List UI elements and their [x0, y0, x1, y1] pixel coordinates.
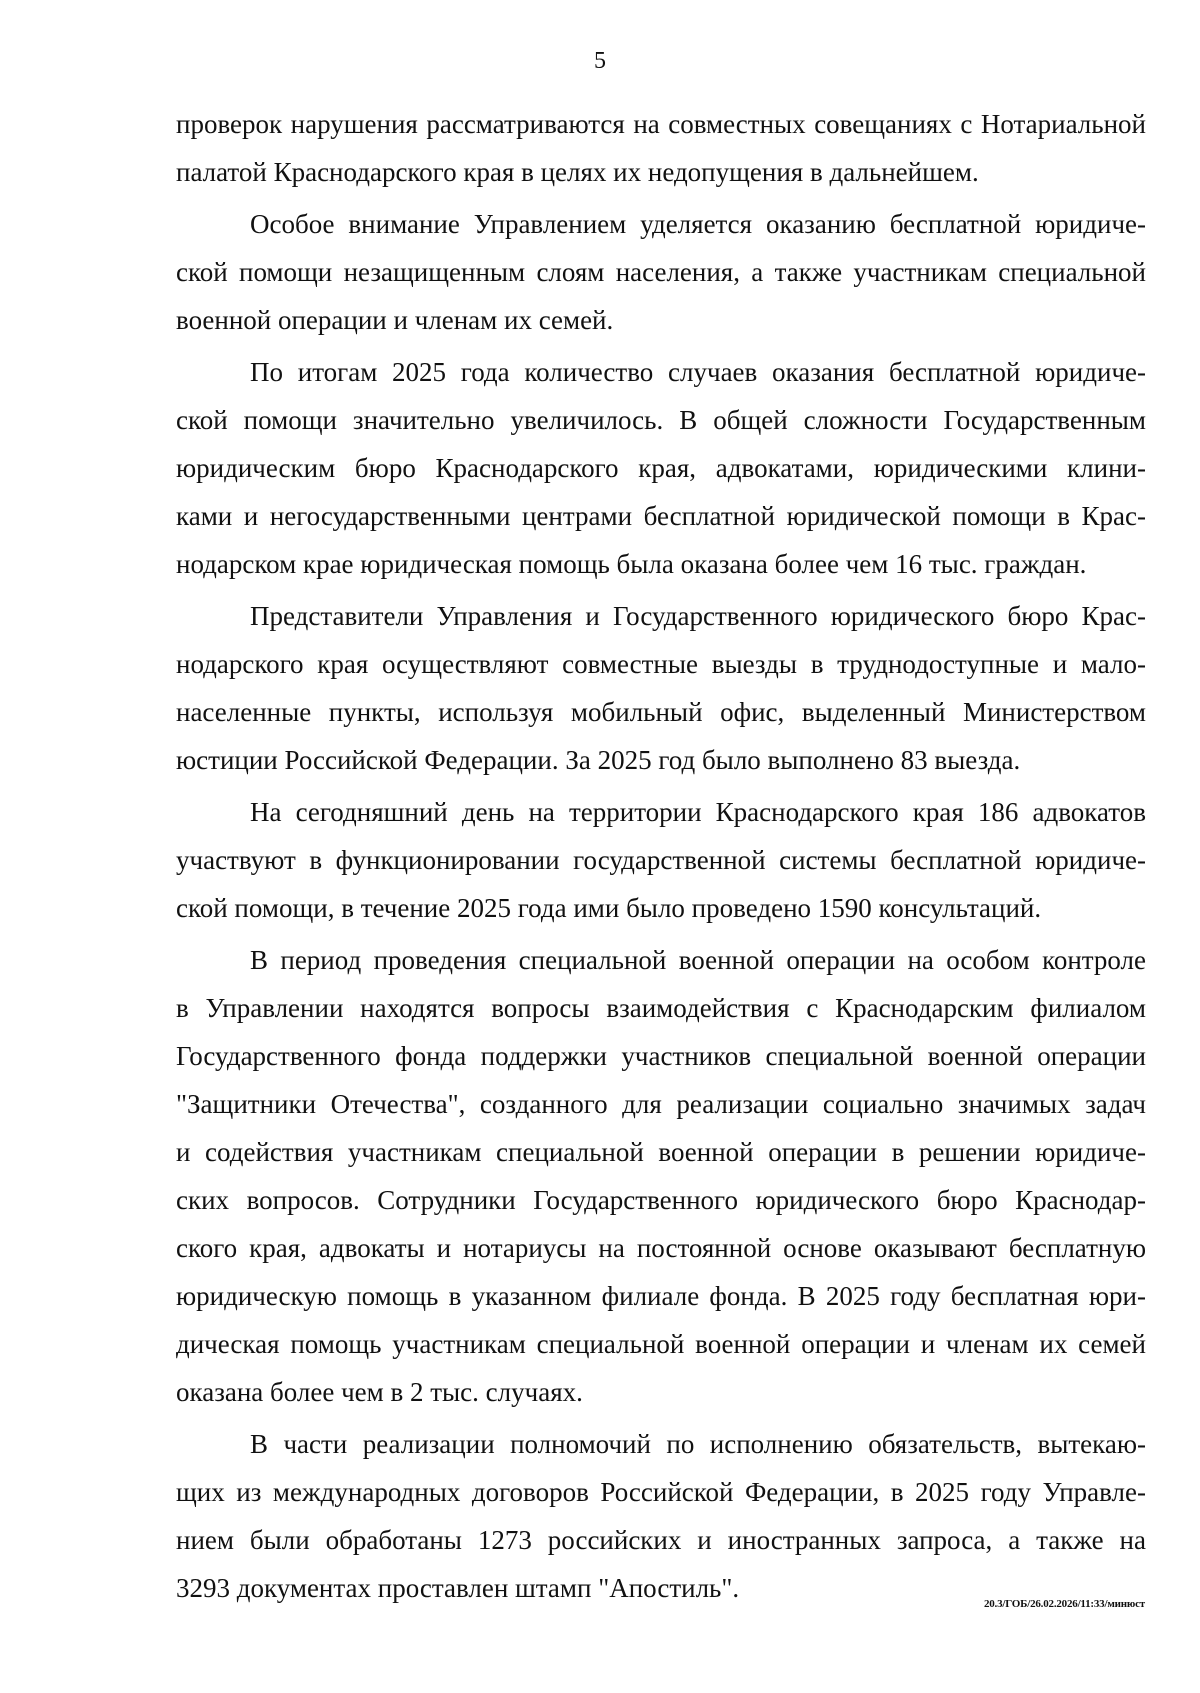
paragraph [176, 936, 1146, 1416]
text-line: ками и негосударственными центрами бесплатной юридической помощи в Крас- [176, 501, 1146, 531]
text-line: ских вопросов. Сотрудники Государственного юридического бюро Краснодар- [176, 1185, 1146, 1215]
paragraph [176, 592, 1146, 784]
text-line: "Защитники Отечества", созданного для реализации социально значимых задач [176, 1089, 1146, 1119]
text-line: проверок нарушения рассматриваются на совместных совещаниях с Нотариальной [176, 109, 1146, 139]
text-line: ской помощи незащищенным слоям населения, а также участникам специальной [176, 257, 1146, 287]
text-line: участвуют в функционировании государственной системы бесплатной юридиче- [176, 845, 1146, 875]
text-line: юридическую помощь в указанном филиале фонда. В 2025 году бесплатная юри- [176, 1281, 1146, 1311]
paragraph [176, 1420, 1146, 1612]
text-line: В период проведения специальной военной операции на особом контроле [250, 945, 1146, 975]
text-line: ской помощи, в течение 2025 года ими было проведено 1590 консультаций. [176, 893, 1042, 923]
paragraph [176, 788, 1146, 932]
text-line: юстиции Российской Федерации. За 2025 год было выполнено 83 выезда. [176, 745, 1021, 775]
text-line: военной операции и членам их семей. [176, 305, 614, 335]
text-line: нодарского края осуществляют совместные выезды в труднодоступные и мало- [176, 649, 1146, 679]
document-registration-code: 20.3/ГОБ/26.02.2026/11:33/минюст [983, 1598, 1145, 1610]
text-line: 3293 документах проставлен штамп "Апостиль". [176, 1573, 740, 1603]
text-line: На сегодняшний день на территории Краснодарского края 186 адвокатов [250, 797, 1146, 827]
text-line: В части реализации полномочий по исполнению обязательств, вытекаю- [250, 1429, 1146, 1459]
paragraph [176, 348, 1146, 588]
text-line: в Управлении находятся вопросы взаимодействия с Краснодарским филиалом [176, 993, 1146, 1023]
paragraph [176, 200, 1146, 344]
text-line: нодарском крае юридическая помощь была оказана более чем 16 тыс. граждан. [176, 549, 1087, 579]
text-line: оказана более чем в 2 тыс. случаях. [176, 1377, 583, 1407]
text-line: нием были обработаны 1273 российских и иностранных запроса, а также на [176, 1525, 1146, 1555]
text-line: Особое внимание Управлением уделяется оказанию бесплатной юридиче- [250, 209, 1146, 239]
text-line: населенные пункты, используя мобильный офис, выделенный Министерством [176, 697, 1146, 727]
text-line: палатой Краснодарского края в целях их недопущения в дальнейшем. [176, 157, 979, 187]
text-line: юридическим бюро Краснодарского края, адвокатами, юридическими клини- [176, 453, 1146, 483]
text-line: дическая помощь участникам специальной военной операции и членам их семей [176, 1329, 1146, 1359]
text-line: ского края, адвокаты и нотариусы на постоянной основе оказывают бесплатную [176, 1233, 1146, 1263]
text-line: ской помощи значительно увеличилось. В общей сложности Государственным [176, 405, 1146, 435]
text-line: щих из международных договоров Российской Федерации, в 2025 году Управле- [176, 1477, 1146, 1507]
page-number: 5 [594, 48, 606, 74]
text-line: По итогам 2025 года количество случаев оказания бесплатной юридиче- [250, 357, 1146, 387]
text-line: Представители Управления и Государственного юридического бюро Крас- [250, 601, 1146, 631]
text-line: Государственного фонда поддержки участников специальной военной операции [176, 1041, 1146, 1071]
document-body [176, 100, 1146, 1612]
text-line: и содействия участникам специальной военной операции в решении юридиче- [176, 1137, 1146, 1167]
paragraph [176, 100, 1146, 196]
